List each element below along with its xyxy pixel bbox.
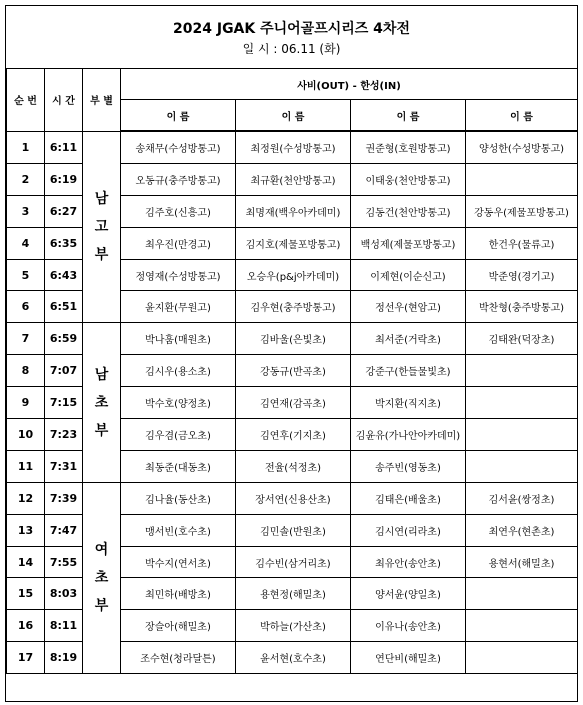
group-cell	[83, 131, 121, 323]
group-label-char: 초	[94, 569, 109, 586]
date-line: 일 시 : 06.11 (화)	[242, 42, 341, 56]
order-cell: 12	[7, 482, 45, 514]
player-cell: 송주빈(영동초)	[351, 450, 466, 482]
time-cell: 6:51	[45, 291, 83, 323]
player-cell: 용현정(해밀초)	[236, 578, 351, 610]
player-cell: 김바울(은빛초)	[236, 323, 351, 355]
player-cell: 장슬아(해밀초)	[121, 610, 236, 642]
player-cell	[466, 610, 578, 642]
player-cell: 이태웅(천안방통고)	[351, 163, 466, 195]
order-cell: 2	[7, 163, 45, 195]
player-cell: 박지환(직지초)	[351, 387, 466, 419]
player-cell: 김나율(동산초)	[121, 482, 236, 514]
player-cell	[466, 450, 578, 482]
player-cell: 연단비(해밀초)	[351, 642, 466, 674]
col-header-group: 부 별	[83, 69, 121, 132]
group-label-char: 고	[94, 218, 109, 235]
player-cell: 최동준(대동초)	[121, 450, 236, 482]
time-cell: 7:47	[45, 514, 83, 546]
player-cell: 김연재(감곡초)	[236, 387, 351, 419]
player-cell	[466, 578, 578, 610]
group-label-char: 초	[94, 394, 109, 411]
player-cell: 오승우(p&j아카데미)	[236, 259, 351, 291]
player-cell	[466, 419, 578, 451]
player-cell: 김지호(제물포방통고)	[236, 227, 351, 259]
player-cell: 양성한(수성방통고)	[466, 131, 578, 163]
player-cell: 김태은(배울초)	[351, 482, 466, 514]
player-cell: 권준형(호원방통고)	[351, 131, 466, 163]
col-header-name-1: 이 름	[121, 100, 236, 132]
time-cell: 6:35	[45, 227, 83, 259]
player-cell: 박수호(양정초)	[121, 387, 236, 419]
player-cell: 김윤유(가나안아카데미)	[351, 419, 466, 451]
col-header-name-4: 이 름	[466, 100, 578, 132]
order-cell: 17	[7, 642, 45, 674]
player-cell: 김수빈(삼거리초)	[236, 546, 351, 578]
group-label-char: 부	[94, 422, 109, 439]
player-cell: 윤서현(호수초)	[236, 642, 351, 674]
group-cell	[83, 482, 121, 673]
time-cell: 7:07	[45, 355, 83, 387]
player-cell: 양서윤(양일초)	[351, 578, 466, 610]
tee-time-table	[6, 68, 578, 674]
player-cell: 정영재(수성방통고)	[121, 259, 236, 291]
player-cell: 강동우(제물포방통고)	[466, 195, 578, 227]
order-cell: 14	[7, 546, 45, 578]
time-cell: 7:23	[45, 419, 83, 451]
player-cell: 강준구(한들물빛초)	[351, 355, 466, 387]
page-title: 2024 JGAK 주니어골프시리즈 4차전	[173, 21, 410, 37]
player-cell: 한건우(물류고)	[466, 227, 578, 259]
col-header-time: 시 간	[45, 69, 83, 132]
player-cell: 최유안(송안초)	[351, 546, 466, 578]
player-cell	[466, 387, 578, 419]
player-cell: 김태완(덕장초)	[466, 323, 578, 355]
time-cell: 6:19	[45, 163, 83, 195]
col-header-name-2: 이 름	[236, 100, 351, 132]
player-cell: 이유나(송안초)	[351, 610, 466, 642]
time-cell: 8:11	[45, 610, 83, 642]
order-cell: 10	[7, 419, 45, 451]
col-header-order: 순 번	[7, 69, 45, 132]
player-cell: 김민솔(반원초)	[236, 514, 351, 546]
player-cell: 최민하(배방초)	[121, 578, 236, 610]
player-cell: 용현서(해밀초)	[466, 546, 578, 578]
order-cell: 9	[7, 387, 45, 419]
player-cell: 김우현(충주방통고)	[236, 291, 351, 323]
order-cell: 11	[7, 450, 45, 482]
player-cell: 박수지(연서초)	[121, 546, 236, 578]
player-cell: 박찬형(충주방통고)	[466, 291, 578, 323]
col-header-name-3: 이 름	[351, 100, 466, 132]
time-cell: 6:11	[45, 131, 83, 163]
player-cell: 박나훔(매원초)	[121, 323, 236, 355]
order-cell: 1	[7, 131, 45, 163]
time-cell: 6:27	[45, 195, 83, 227]
order-cell: 8	[7, 355, 45, 387]
player-cell: 김시우(용소초)	[121, 355, 236, 387]
player-cell: 최규환(천안방통고)	[236, 163, 351, 195]
order-cell: 6	[7, 291, 45, 323]
player-cell: 백성제(제물포방통고)	[351, 227, 466, 259]
time-cell: 8:03	[45, 578, 83, 610]
player-cell	[466, 163, 578, 195]
table-body	[7, 131, 578, 674]
player-cell: 맹서빈(호수초)	[121, 514, 236, 546]
order-cell: 13	[7, 514, 45, 546]
order-cell: 15	[7, 578, 45, 610]
player-cell: 박하늘(가산초)	[236, 610, 351, 642]
player-cell: 이제현(이순신고)	[351, 259, 466, 291]
header	[6, 6, 577, 68]
group-label-char: 부	[94, 597, 109, 614]
player-cell: 최서준(거락초)	[351, 323, 466, 355]
time-cell: 6:43	[45, 259, 83, 291]
time-cell: 6:59	[45, 323, 83, 355]
player-cell: 최정원(수성방통고)	[236, 131, 351, 163]
player-cell: 최연우(현촌초)	[466, 514, 578, 546]
col-header-course: 사비(OUT) - 한성(IN)	[121, 69, 578, 100]
player-cell	[466, 355, 578, 387]
time-cell: 7:31	[45, 450, 83, 482]
player-cell	[466, 642, 578, 674]
player-cell: 정선우(현암고)	[351, 291, 466, 323]
player-cell: 김서윤(쌍정초)	[466, 482, 578, 514]
table-row	[7, 323, 578, 355]
player-cell: 송채무(수성방통고)	[121, 131, 236, 163]
player-cell: 오동규(충주방통고)	[121, 163, 236, 195]
table-row	[7, 482, 578, 514]
player-cell: 김우겸(금오초)	[121, 419, 236, 451]
group-label-char: 부	[94, 246, 109, 263]
player-cell: 최우진(만경고)	[121, 227, 236, 259]
order-cell: 4	[7, 227, 45, 259]
group-label-char: 남	[94, 366, 109, 383]
order-cell: 16	[7, 610, 45, 642]
tee-time-sheet	[5, 5, 578, 702]
order-cell: 5	[7, 259, 45, 291]
group-cell	[83, 323, 121, 482]
time-cell: 7:15	[45, 387, 83, 419]
player-cell: 강동규(반곡초)	[236, 355, 351, 387]
group-label-char: 남	[94, 190, 109, 207]
player-cell: 장서연(신용산초)	[236, 482, 351, 514]
player-cell: 전율(석정초)	[236, 450, 351, 482]
player-cell: 최명재(백우아카데미)	[236, 195, 351, 227]
time-cell: 7:55	[45, 546, 83, 578]
table-row	[7, 131, 578, 163]
order-cell: 7	[7, 323, 45, 355]
player-cell: 김동건(천안방통고)	[351, 195, 466, 227]
player-cell: 조수현(청라달튼)	[121, 642, 236, 674]
group-label-char: 여	[94, 541, 109, 558]
player-cell: 윤지환(무원고)	[121, 291, 236, 323]
time-cell: 7:39	[45, 482, 83, 514]
player-cell: 박준영(경기고)	[466, 259, 578, 291]
player-cell: 김연후(기지초)	[236, 419, 351, 451]
order-cell: 3	[7, 195, 45, 227]
player-cell: 김주호(신흥고)	[121, 195, 236, 227]
player-cell: 김시연(리라초)	[351, 514, 466, 546]
time-cell: 8:19	[45, 642, 83, 674]
